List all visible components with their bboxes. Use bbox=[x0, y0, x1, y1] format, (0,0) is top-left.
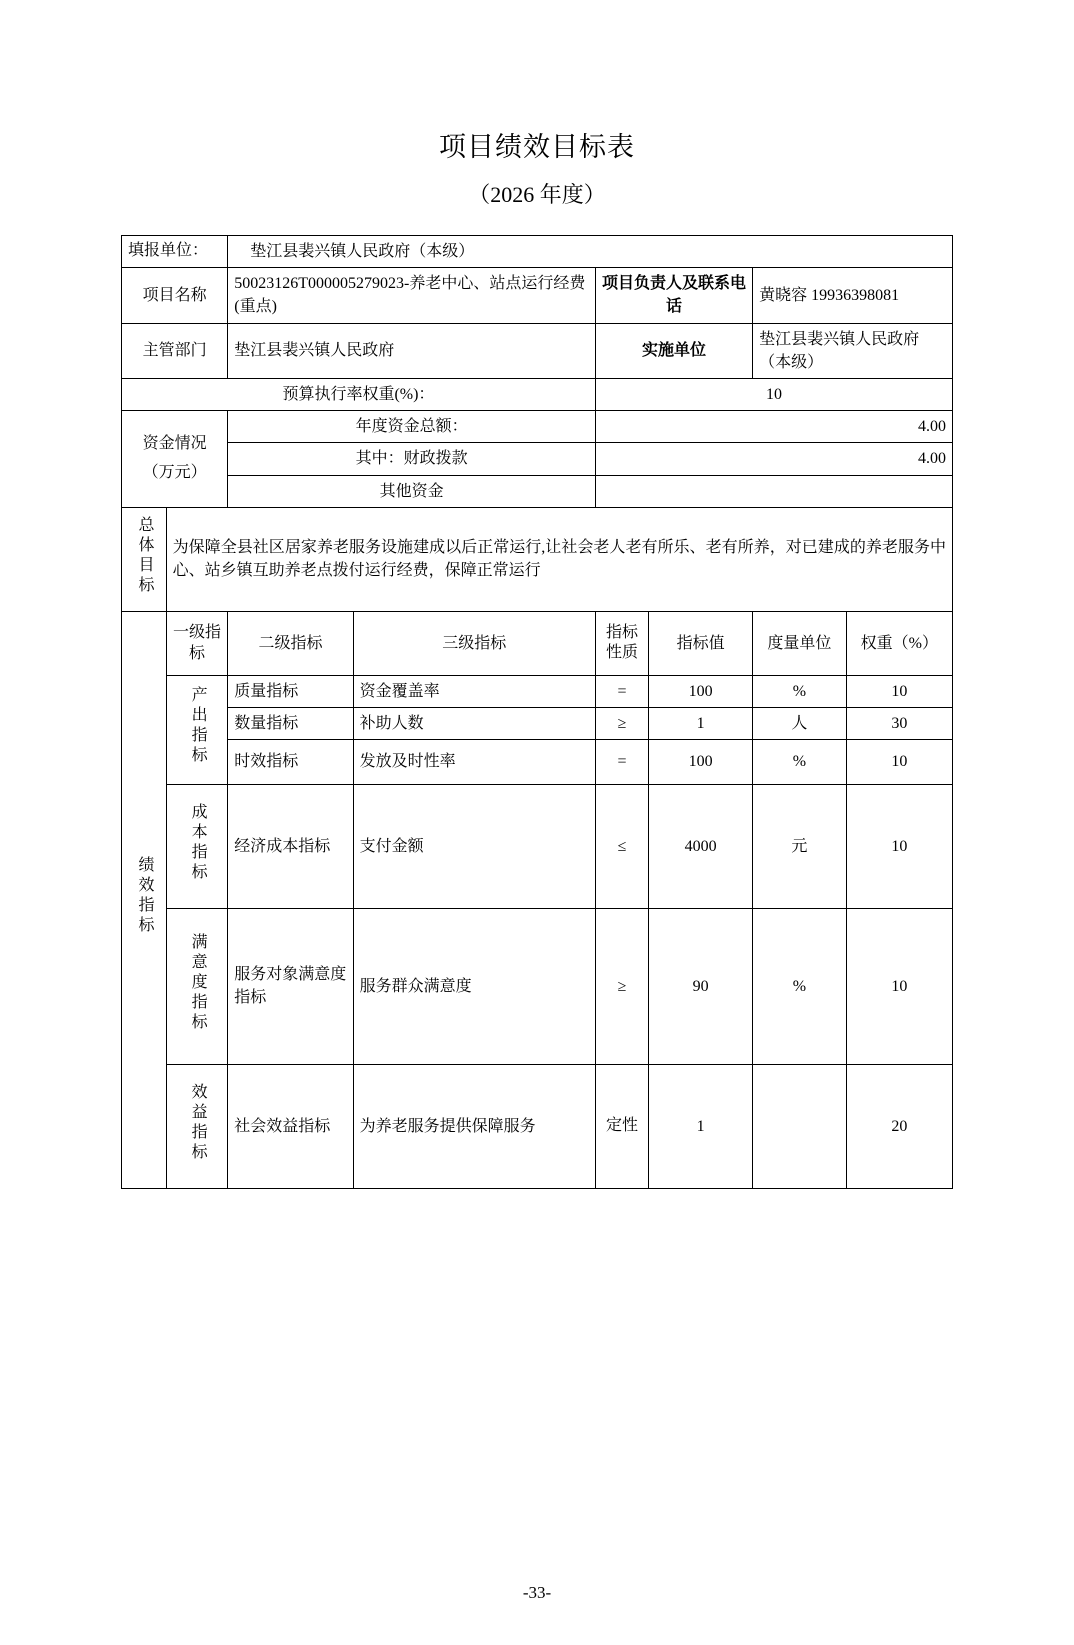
indicator-weight: 20 bbox=[846, 1065, 952, 1189]
page-title: 项目绩效目标表 bbox=[439, 132, 635, 162]
overall-label: 总体目标 bbox=[122, 507, 167, 611]
indicator-value: 1 bbox=[649, 708, 753, 740]
col-header-weight: 权重（%） bbox=[846, 611, 952, 675]
table-row-indicator bbox=[122, 708, 953, 740]
indicator-nature: ≥ bbox=[595, 708, 648, 740]
funds-row-value: 4.00 bbox=[595, 411, 952, 443]
indicator-level2: 数量指标 bbox=[228, 708, 353, 740]
overall-text: 为保障全县社区居家养老服务设施建成以后正常运行,让社会老人老有所乐、老有所养，对已建成的养老服务中心、站乡镇互助养老点拨付运行经费，保障正常运行 bbox=[166, 507, 952, 611]
col-header-level2: 二级指标 bbox=[228, 611, 353, 675]
impl-unit-value: 垫江县裴兴镇人民政府（本级） bbox=[753, 323, 953, 378]
document-page bbox=[0, 125, 1074, 1645]
table-row-funds-other bbox=[122, 475, 953, 507]
indicator-weight: 10 bbox=[846, 784, 952, 908]
project-name-value: 50023126T000005279023-养老中心、站点运行经费(重点) bbox=[228, 268, 596, 323]
indicator-nature: = bbox=[595, 676, 648, 708]
indicator-level3: 资金覆盖率 bbox=[353, 676, 595, 708]
indicator-level2: 社会效益指标 bbox=[228, 1065, 353, 1189]
indicator-weight: 10 bbox=[846, 676, 952, 708]
funds-row-name: 其中：财政拨款 bbox=[228, 443, 596, 475]
fill-unit-value: 垫江县裴兴镇人民政府（本级） bbox=[228, 236, 953, 268]
indicator-value: 1 bbox=[649, 1065, 753, 1189]
indicator-value: 90 bbox=[649, 908, 753, 1064]
table-row-department bbox=[122, 323, 953, 378]
indicator-level2: 服务对象满意度指标 bbox=[228, 908, 353, 1064]
funds-label bbox=[122, 411, 228, 508]
indicator-level1: 成本指标 bbox=[166, 784, 228, 908]
indicator-level3: 为养老服务提供保障服务 bbox=[353, 1065, 595, 1189]
owner-value: 黄晓容 19936398081 bbox=[753, 268, 953, 323]
col-header-nature: 指标性质 bbox=[595, 611, 648, 675]
table-row-indicator-header bbox=[122, 611, 953, 675]
impl-unit-label: 实施单位 bbox=[595, 323, 752, 378]
table-row-indicator bbox=[122, 1065, 953, 1189]
indicator-level1: 产出指标 bbox=[166, 676, 228, 785]
page-subtitle: （2026 年度） bbox=[468, 182, 606, 207]
indicator-unit: % bbox=[753, 676, 847, 708]
indicator-level2: 时效指标 bbox=[228, 740, 353, 784]
indicator-level3: 支付金额 bbox=[353, 784, 595, 908]
page-number: -33- bbox=[522, 1583, 552, 1602]
indicator-level3: 发放及时性率 bbox=[353, 740, 595, 784]
indicator-weight: 10 bbox=[846, 908, 952, 1064]
col-header-value: 指标值 bbox=[649, 611, 753, 675]
indicator-nature: ≤ bbox=[595, 784, 648, 908]
indicator-value: 100 bbox=[649, 740, 753, 784]
owner-label: 项目负责人及联系电话 bbox=[595, 268, 752, 323]
funds-label-line2: （万元） bbox=[142, 463, 207, 481]
fill-unit-label: 填报单位： bbox=[122, 236, 228, 268]
col-header-level1: 一级指标 bbox=[166, 611, 228, 675]
table-row-project-name bbox=[122, 268, 953, 323]
dept-label: 主管部门 bbox=[122, 323, 228, 378]
indicator-unit bbox=[753, 1065, 847, 1189]
funds-label-line1: 资金情况 bbox=[142, 435, 207, 453]
dept-value: 垫江县裴兴镇人民政府 bbox=[228, 323, 596, 378]
indicator-unit: 元 bbox=[753, 784, 847, 908]
budget-rate-label: 预算执行率权重(%)： bbox=[122, 378, 596, 410]
indicator-level3: 服务群众满意度 bbox=[353, 908, 595, 1064]
table-row-budget-rate bbox=[122, 378, 953, 410]
indicator-level1: 满意度指标 bbox=[166, 908, 228, 1064]
indicators-side-label: 绩效指标 bbox=[122, 611, 167, 1188]
indicator-level2: 经济成本指标 bbox=[228, 784, 353, 908]
table-row-indicator bbox=[122, 784, 953, 908]
table-row-fill-unit bbox=[122, 236, 953, 268]
indicator-value: 100 bbox=[649, 676, 753, 708]
indicator-unit: % bbox=[753, 740, 847, 784]
col-header-unit: 度量单位 bbox=[753, 611, 847, 675]
performance-target-table bbox=[121, 235, 953, 1189]
indicator-level2: 质量指标 bbox=[228, 676, 353, 708]
table-row-indicator bbox=[122, 740, 953, 784]
funds-row-name: 其他资金 bbox=[228, 475, 596, 507]
indicator-nature: ≥ bbox=[595, 908, 648, 1064]
table-row-funds-appropriation bbox=[122, 443, 953, 475]
indicator-nature: 定性 bbox=[595, 1065, 648, 1189]
indicator-nature: = bbox=[595, 740, 648, 784]
indicator-weight: 30 bbox=[846, 708, 952, 740]
funds-row-value: 4.00 bbox=[595, 443, 952, 475]
funds-row-name: 年度资金总额： bbox=[228, 411, 596, 443]
table-row-overall-target bbox=[122, 507, 953, 611]
indicator-level1: 效益指标 bbox=[166, 1065, 228, 1189]
indicator-weight: 10 bbox=[846, 740, 952, 784]
table-row-indicator bbox=[122, 676, 953, 708]
funds-row-value bbox=[595, 475, 952, 507]
indicator-level3: 补助人数 bbox=[353, 708, 595, 740]
project-name-label: 项目名称 bbox=[122, 268, 228, 323]
budget-rate-value: 10 bbox=[595, 378, 952, 410]
col-header-level3: 三级指标 bbox=[353, 611, 595, 675]
indicator-value: 4000 bbox=[649, 784, 753, 908]
table-row-funds-total bbox=[122, 411, 953, 443]
table-row-indicator bbox=[122, 908, 953, 1064]
indicator-unit: 人 bbox=[753, 708, 847, 740]
indicator-unit: % bbox=[753, 908, 847, 1064]
